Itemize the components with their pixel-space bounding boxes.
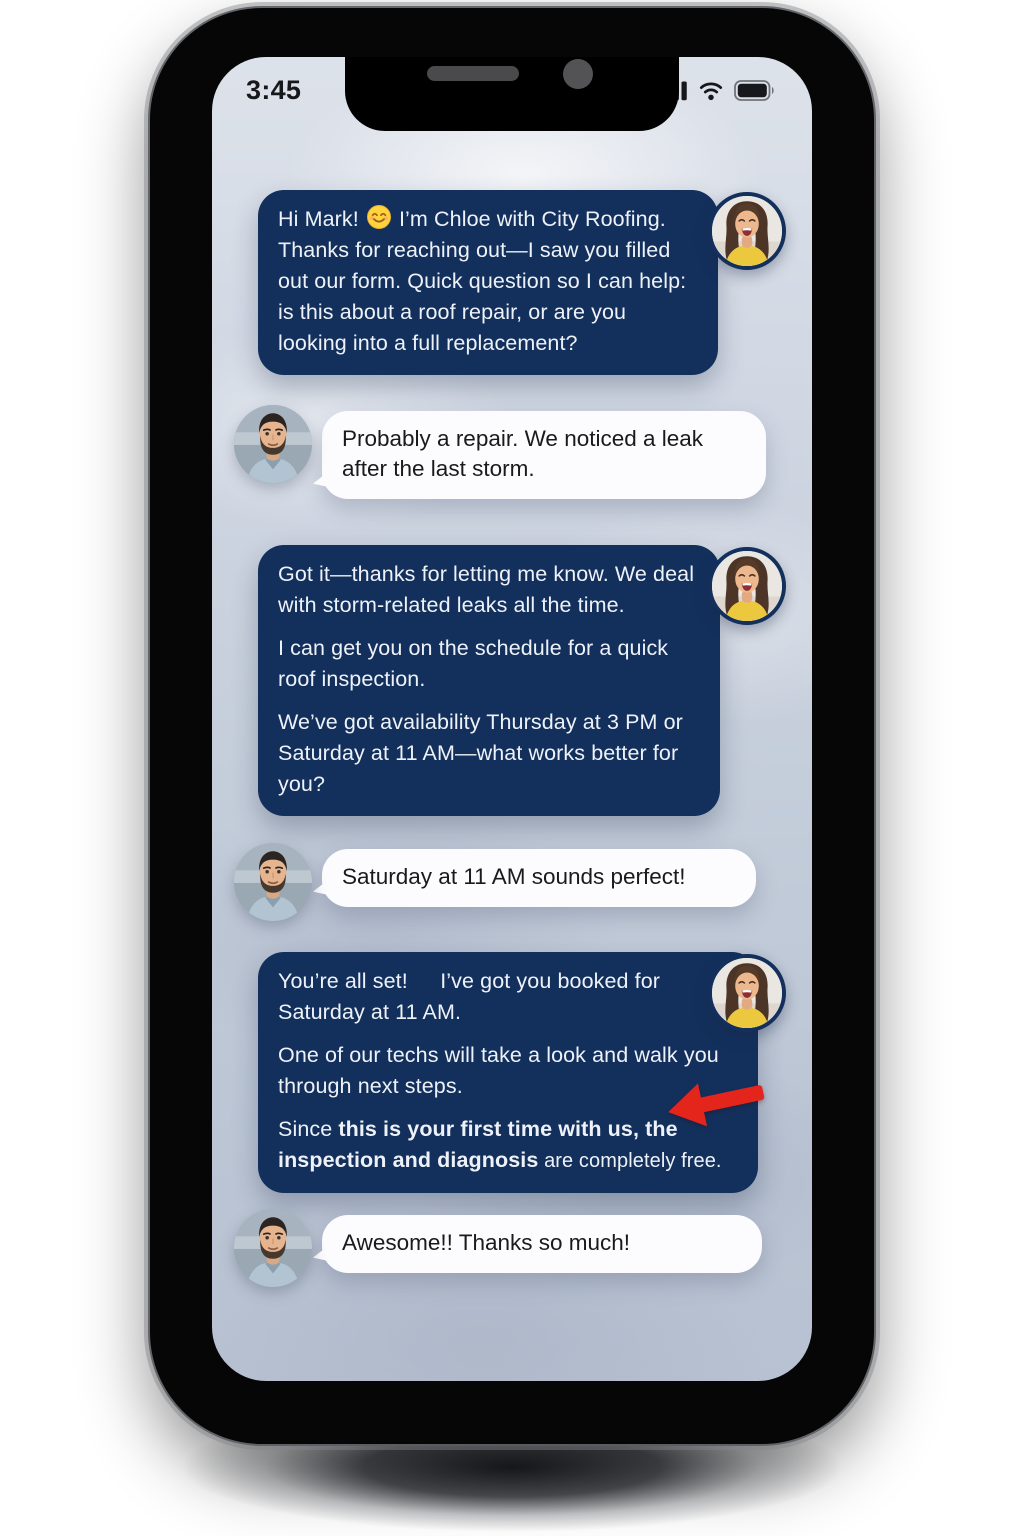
message-paragraph (342, 862, 736, 892)
smiling-face-with-smiling-eyes-emoji-icon (366, 204, 392, 230)
text-segment: I’m Chloe with City Roofing. Thanks for reaching out—I saw you filled out our form. Quick question so I can help: is this about a roof repair, or are you looking into a full replacement? (278, 207, 687, 355)
text-segment: I can get you on the schedule for a quick roof inspection. (278, 636, 669, 691)
avatar-chloe (708, 192, 786, 270)
text-segment: Got it—thanks for letting me know. We deal with storm-related leaks all the time. (278, 562, 695, 617)
text-segment: are completely free. (538, 1150, 722, 1172)
chat-bubble-agent (258, 545, 720, 816)
text-segment: We’ve got availability Thursday at 3 PM or Saturday at 11 AM—what works better for you? (278, 710, 683, 796)
message-paragraph (278, 633, 698, 695)
chat-bubble-agent (258, 190, 718, 375)
front-camera-dot (563, 59, 593, 89)
message-paragraph (342, 1228, 742, 1258)
avatar-mark (234, 843, 312, 921)
message-row-3-agent (212, 545, 812, 816)
text-segment: Since (278, 1117, 339, 1141)
text-segment: Awesome!! Thanks so much! (342, 1230, 631, 1255)
status-time: 3:45 (246, 74, 302, 105)
notch (345, 57, 679, 131)
battery-icon (734, 80, 776, 101)
message-paragraph (278, 204, 696, 359)
message-row-5-agent (212, 952, 812, 1193)
text-segment: You’re all set! I’ve got you booked for Saturday at 11 AM. (278, 969, 661, 1024)
avatar-mark (234, 405, 312, 483)
message-row-4-customer (212, 849, 812, 907)
text-segment: One of our techs will take a look and walk you through next steps. (278, 1043, 719, 1098)
wifi-icon (696, 79, 726, 101)
message-row-2-customer (212, 411, 812, 499)
text-segment: Saturday at 11 AM sounds perfect! (342, 864, 686, 889)
chat-bubble-customer (322, 849, 756, 907)
text-segment: this is your first time with us, the inspection and diagnosis (278, 1117, 678, 1172)
text-segment: Probably a repair. We noticed a leak after the last storm. (342, 426, 704, 481)
message-row-1-agent (212, 190, 812, 375)
red-arrow-annotation-icon (664, 1070, 768, 1132)
avatar-mark (234, 1209, 312, 1287)
chat-bubble-customer (322, 1215, 762, 1273)
message-paragraph (278, 707, 698, 800)
avatar-chloe (708, 547, 786, 625)
text-segment: Hi Mark! (278, 207, 365, 231)
chat-conversation (212, 57, 812, 1381)
speaker-grille (427, 66, 519, 81)
avatar-chloe (708, 954, 786, 1032)
message-paragraph (278, 559, 698, 621)
message-paragraph (278, 966, 736, 1028)
phone-frame (150, 8, 874, 1444)
message-paragraph (342, 424, 746, 484)
phone-screen (212, 57, 812, 1381)
chat-bubble-customer (322, 411, 766, 499)
message-row-6-customer (212, 1215, 812, 1273)
